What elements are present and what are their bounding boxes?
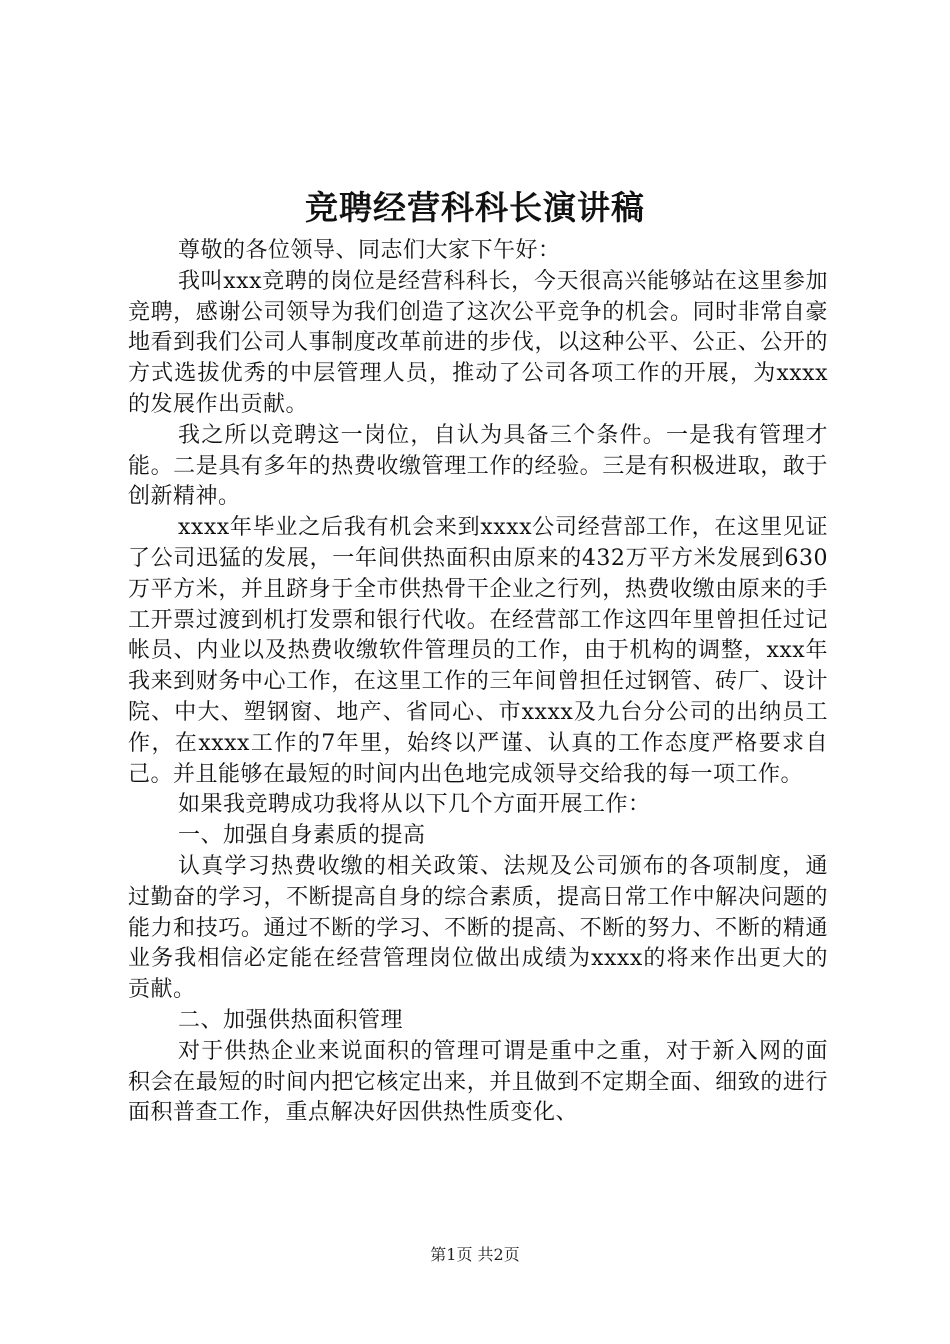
page-footer: 第1页 共2页 bbox=[430, 1245, 520, 1264]
section-heading-1: 一、加强自身素质的提高 bbox=[178, 823, 426, 849]
document-title: 竞聘经营科科长演讲稿 bbox=[305, 188, 645, 227]
paragraph-experience: xxxx年毕业之后我有机会来到xxxx公司经营部工作，在这里见证了公司迅猛的发展，一年间供热面积由原来的432万平方米发展到630万平方米，并且跻身于全市供热骨干企业之行列，热费收缴由原来的手工开票过渡到机打发票和银行代收。在经营部工作这四年里曾担任过记帐员、内业以及热费收缴软件管理员的工作，由于机构的调整，xxx年我来到财务中心工作，在这里工作的三年间曾担任过钢管、砖厂、设计院、中大、塑钢窗、地产、省同心、市xxxx及九台分公司的出纳员工作，在xxxx工作的7年里，始终以严谨、认真的工作态度严格要求自己。并且能够在最短的时间内出色地完成领导交给我的每一项工作。 bbox=[128, 515, 828, 787]
paragraph-plan-intro: 如果我竞聘成功我将从以下几个方面开展工作： bbox=[178, 792, 651, 818]
paragraph-qualifications: 我之所以竞聘这一岗位，自认为具备三个条件。一是我有管理才能。二是具有多年的热费收缴管理工作的经验。三是有积极进取，敢于创新精神。 bbox=[128, 422, 828, 510]
section-heading-2: 二、加强供热面积管理 bbox=[178, 1007, 404, 1033]
paragraph-introduction: 我叫xxx竞聘的岗位是经营科科长，今天很高兴能够站在这里参加竞聘，感谢公司领导为我们创造了这次公平竞争的机会。同时非常自豪地看到我们公司人事制度改革前进的步伐，以这种公平、公正、公开的方式选拔优秀的中层管理人员，推动了公司各项工作的开展，为xxxx的发展作出贡献。 bbox=[128, 268, 828, 417]
document-body bbox=[128, 236, 828, 1129]
paragraph-greeting: 尊敬的各位领导、同志们大家下午好： bbox=[178, 238, 561, 263]
paragraph-self-improvement: 认真学习热费收缴的相关政策、法规及公司颁布的各项制度，通过勤奋的学习，不断提高自身的综合素质，提高日常工作中解决问题的能力和技巧。通过不断的学习、不断的提高、不断的努力、不断的精通业务我相信必定能在经营管理岗位做出成绩为xxxx的将来作出更大的贡献。 bbox=[128, 853, 828, 1003]
paragraph-area-management: 对于供热企业来说面积的管理可谓是重中之重，对于新入网的面积会在最短的时间内把它核定出来，并且做到不定期全面、细致的进行面积普查工作，重点解决好因供热性质变化、 bbox=[128, 1038, 828, 1126]
